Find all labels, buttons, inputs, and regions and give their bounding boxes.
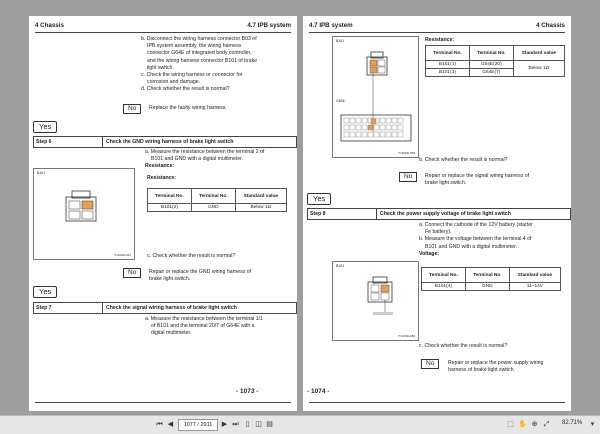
no-badge: No: [399, 172, 417, 182]
no-badge: No: [123, 268, 141, 278]
zoom-tool-icon[interactable]: ⊕: [531, 421, 538, 428]
text-line: harness of brake light switch.: [448, 367, 515, 374]
resistance-table: [147, 188, 287, 212]
col-header: Terminal No.: [148, 189, 192, 204]
cell: B101(4): [422, 283, 466, 291]
next-page-icon[interactable]: ▶: [221, 421, 228, 428]
c-check: c. Check whether the result is normal?: [419, 343, 508, 349]
text-line: and the wiring harness connector B101 of brake: [147, 57, 258, 64]
continuous-view-icon[interactable]: ▤: [266, 421, 273, 428]
header-section: 4.7 IPB system: [247, 22, 291, 29]
text-line: of B101 and the terminal 20/7 of G64E with a: [151, 323, 255, 330]
col-header: Terminal No.: [469, 46, 513, 61]
page-number-input[interactable]: 1077 / 2911: [178, 419, 218, 431]
page-number: - 1074 -: [307, 388, 330, 395]
col-header: Terminal No.: [465, 268, 509, 283]
text-line: brake light switch.: [425, 180, 467, 187]
col-header: Standard value: [513, 46, 564, 61]
resistance-label: Resistance:: [145, 163, 175, 170]
no-action-text: Replace the faulty wiring harness.: [149, 105, 227, 111]
connector-diagram-b101: [332, 261, 419, 341]
no-action-text: [149, 269, 251, 283]
cell: Below 1Ω: [235, 204, 286, 212]
steps-b-d: [141, 36, 291, 94]
text-line: d. Check whether the result is normal?: [141, 86, 230, 93]
cell: G64E(7): [469, 69, 513, 77]
col-header: Terminal No.: [422, 268, 466, 283]
text-line: a. Measure the resistance between the terminal 2 of: [145, 149, 265, 155]
table-title: Resistance:: [147, 175, 177, 181]
cell: Below 1Ω: [513, 61, 564, 77]
last-page-icon[interactable]: ⏭: [232, 421, 239, 428]
connector-diagram-b101: [33, 168, 135, 260]
text-line: Fe battery).: [425, 229, 452, 236]
text-line: b. Measure the voltage between the terminal 4 of: [419, 236, 532, 243]
hand-tool-icon[interactable]: ✋: [518, 421, 527, 428]
fit-page-icon[interactable]: ⤢: [543, 421, 550, 428]
page-footer-rule: [309, 402, 565, 403]
col-header: Standard value: [509, 268, 560, 283]
cell: GND: [465, 283, 509, 291]
cell: B101(3): [426, 69, 470, 77]
step-8-bar: [307, 208, 571, 220]
diagram-label: G64E: [336, 99, 345, 103]
step-number: Step 7: [36, 305, 52, 311]
page-number: - 1073 -: [236, 388, 259, 395]
step-number: Step 6: [36, 139, 52, 145]
no-action-text: [425, 173, 529, 187]
first-page-icon[interactable]: ⏮: [156, 421, 163, 428]
diagram-label: B101: [336, 264, 345, 268]
step-number: Step 8: [310, 211, 326, 217]
yes-badge: Yes: [33, 286, 57, 298]
cell: B101(1): [426, 61, 470, 69]
voltage-table: [421, 267, 561, 291]
zoom-dropdown-icon[interactable]: ▾: [590, 421, 595, 428]
text-line: Repair or replace the GND wiring harness of: [149, 269, 252, 275]
cell: B101(2): [148, 204, 192, 212]
col-header: Standard value: [235, 189, 286, 204]
viewer-toolbar: [0, 415, 600, 434]
text-line: Repair or replace the signal wiring harness of: [425, 173, 530, 179]
text-line: IPB system assembly, the wiring harness: [147, 43, 242, 50]
yes-badge: Yes: [307, 193, 331, 205]
step-6-a: [145, 149, 295, 171]
no-action-text: [448, 360, 543, 374]
table-row: [426, 61, 565, 69]
table-row: [148, 204, 287, 212]
step-6-c: c. Check whether the result is normal?: [147, 253, 236, 259]
connector-diagram-b101-g64e: [332, 36, 419, 158]
diagram-code: T=4001H.B2: [398, 151, 415, 155]
text-line: a. Connect the cathode of the 12V battery (starter: [419, 222, 533, 228]
text-line: light switch.: [147, 64, 174, 71]
table-title: Resistance:: [425, 37, 455, 43]
cell: GND: [191, 204, 235, 212]
text-line: brake light switch.: [149, 276, 191, 283]
connector-drawing: [333, 37, 418, 157]
step-8-ab: [419, 222, 569, 258]
document-page-left: [29, 16, 297, 411]
text-line: B101 and GND with a digital multimeter.: [151, 156, 243, 163]
diagram-code: T=4001H.B1: [114, 253, 131, 257]
text-line: connector G64E of integrated body controller,: [147, 50, 252, 57]
page-footer-rule: [35, 402, 291, 403]
cell: 11~14V: [509, 283, 560, 291]
two-page-view-icon[interactable]: ◫: [255, 421, 262, 428]
text-line: B101 and GND with a digital multimeter.: [425, 243, 517, 250]
yes-badge: Yes: [33, 121, 57, 133]
step-title: Check the power supply voltage of brake light switch: [380, 211, 511, 217]
diagram-code: T=4001H.B3: [398, 334, 415, 338]
text-line: Repair or replace the power supply wiring: [448, 360, 544, 366]
page-header: [35, 21, 291, 33]
text-line: c. Check the wiring harness or connector for: [141, 72, 243, 79]
single-page-view-icon[interactable]: ▯: [245, 421, 250, 428]
zoom-level[interactable]: 82.71%: [562, 420, 583, 426]
header-chapter: 4 Chassis: [35, 22, 64, 29]
select-tool-icon[interactable]: ⬚: [507, 421, 514, 428]
table-row: [422, 283, 561, 291]
text-line: corrosion and damage.: [147, 79, 201, 86]
header-chapter: 4 Chassis: [536, 22, 565, 29]
connector-drawing: [34, 169, 134, 259]
page-header: [309, 21, 565, 33]
resistance-table: [425, 45, 565, 77]
no-badge: No: [421, 359, 439, 369]
text-line: b. Disconnect the wiring harness connector B03 of: [141, 36, 257, 42]
previous-page-icon[interactable]: ◀: [167, 421, 174, 428]
voltage-label: Voltage:: [419, 250, 440, 257]
step-6-bar: [33, 136, 297, 148]
col-header: Terminal No.: [426, 46, 470, 61]
step-7-a: [145, 316, 295, 338]
diagram-label: B101: [37, 171, 46, 175]
diagram-label: B101: [336, 39, 345, 43]
step-7-bar: [33, 302, 297, 314]
step-title: Check the signal wiring harness of brake light switch: [106, 305, 237, 311]
col-header: Terminal No.: [191, 189, 235, 204]
text-line: a. Measure the resistance between the terminal 1/1: [145, 316, 263, 322]
document-page-right: [303, 16, 571, 411]
header-section: 4.7 IPB system: [309, 22, 353, 29]
no-badge: No: [123, 104, 141, 114]
text-line: digital multimeter.: [151, 330, 192, 337]
connector-drawing: [333, 262, 418, 340]
cell: G64E(20): [469, 61, 513, 69]
b-check: b. Check whether the result is normal?: [419, 157, 508, 163]
step-title: Check the GND wiring harness of brake light switch: [106, 139, 234, 145]
